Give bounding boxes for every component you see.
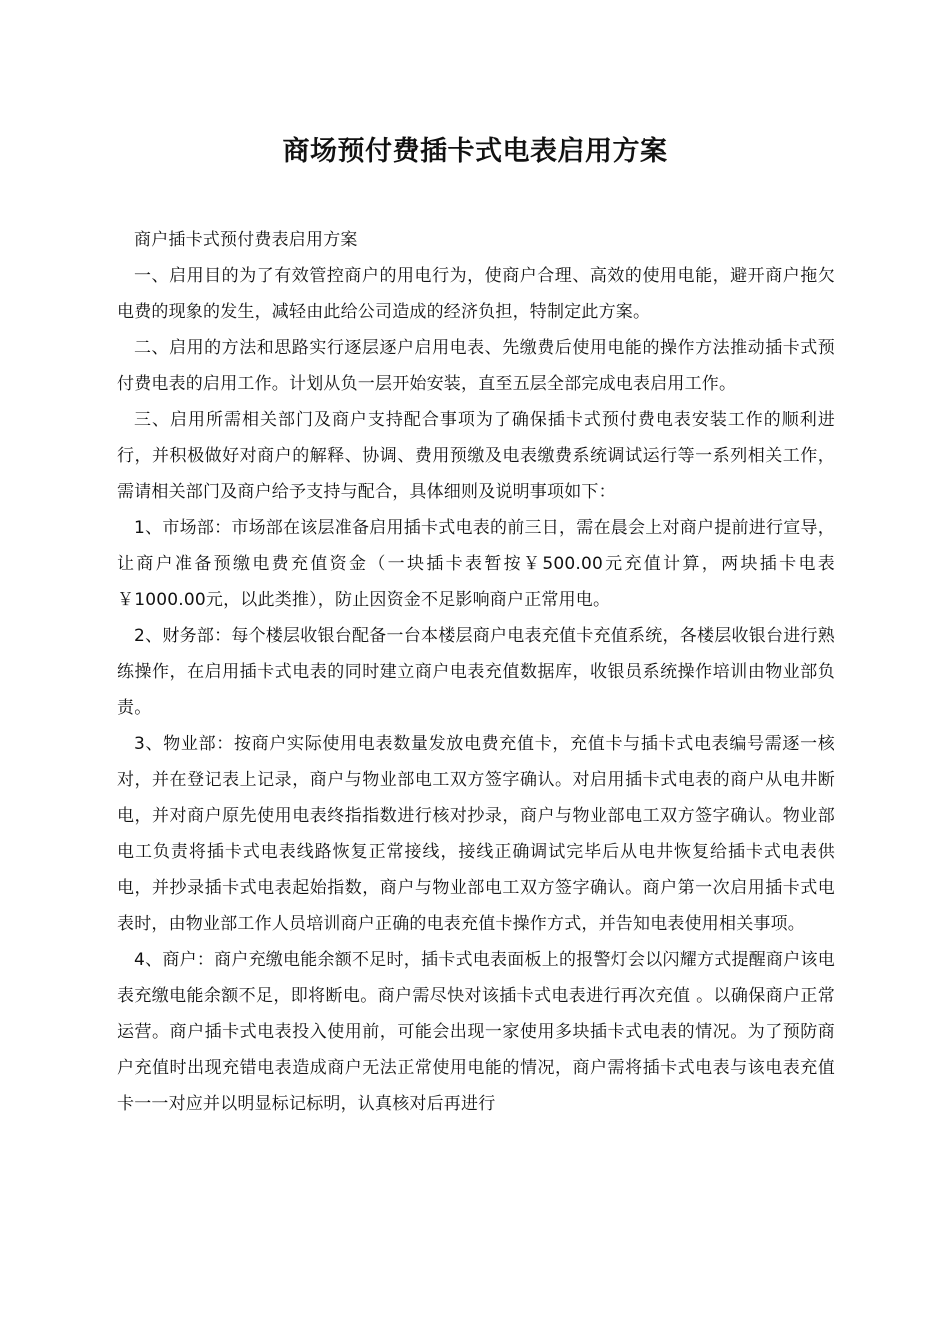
paragraph-market-dept: 1、市场部：市场部在该层准备启用插卡式电表的前三日，需在晨会上对商户提前进行宣导，让商户准备预缴电费充值资金（一块插卡表暂按￥500.00元充值计算，两块插卡电表￥1000.00元，以此类推），防止因资金不足影响商户正常用电。 xyxy=(117,518,835,610)
paragraph-subtitle: 商户插卡式预付费表启用方案 xyxy=(134,230,358,250)
paragraph-property-dept: 3、物业部：按商户实际使用电表数量发放电费充值卡，充值卡与插卡式电表编号需逐一核对，并在登记表上记录，商户与物业部电工双方签字确认。对启用插卡式电表的商户从电井断电，并对商户原先使用电表终指指数进行核对抄录，商户与物业部电工双方签字确认。物业部电工负责将插卡式电表线路恢复正常接线，接线正确调试完毕后从电井恢复给插卡式电表供电，并抄录插卡式电表起始指数，商户与物业部电工双方签字确认。商户第一次启用插卡式电表时，由物业部工作人员培训商户正确的电表充值卡操作方式，并告知电表使用相关事项。 xyxy=(117,734,835,934)
paragraph-support: 三、启用所需相关部门及商户支持配合事项为了确保插卡式预付费电表安装工作的顺利进行，并积极做好对商户的解释、协调、费用预缴及电表缴费系统调试运行等一系列相关工作，需请相关部门及商户给予支持与配合，具体细则及说明事项如下： xyxy=(117,410,835,502)
paragraph-tenants: 4、商户：商户充缴电能余额不足时，插卡式电表面板上的报警灯会以闪耀方式提醒商户该电表充缴电能余额不足，即将断电。商户需尽快对该插卡式电表进行再次充值 。以确保商户正常运营。商户插卡式电表投入使用前，可能会出现一家使用多块插卡式电表的情况。为了预防商户充值时出现充错电表造成商户无法正常使用电能的情况，商户需将插卡式电表与该电表充值卡一一对应并以明显标记标明，认真核对后再进行 xyxy=(117,950,835,1114)
document-body xyxy=(117,222,835,1122)
document-title: 商场预付费插卡式电表启用方案 xyxy=(282,136,668,167)
paragraph-method: 二、启用的方法和思路实行逐层逐户启用电表、先缴费后使用电能的操作方法推动插卡式预付费电表的启用工作。计划从负一层开始安装，直至五层全部完成电表启用工作。 xyxy=(117,338,835,394)
paragraph-purpose: 一、启用目的为了有效管控商户的用电行为，使商户合理、高效的使用电能，避开商户拖欠电费的现象的发生，减轻由此给公司造成的经济负担，特制定此方案。 xyxy=(117,266,835,322)
paragraph-finance-dept: 2、财务部：每个楼层收银台配备一台本楼层商户电表充值卡充值系统，各楼层收银台进行熟练操作，在启用插卡式电表的同时建立商户电表充值数据库，收银员系统操作培训由物业部负责。 xyxy=(117,626,835,718)
